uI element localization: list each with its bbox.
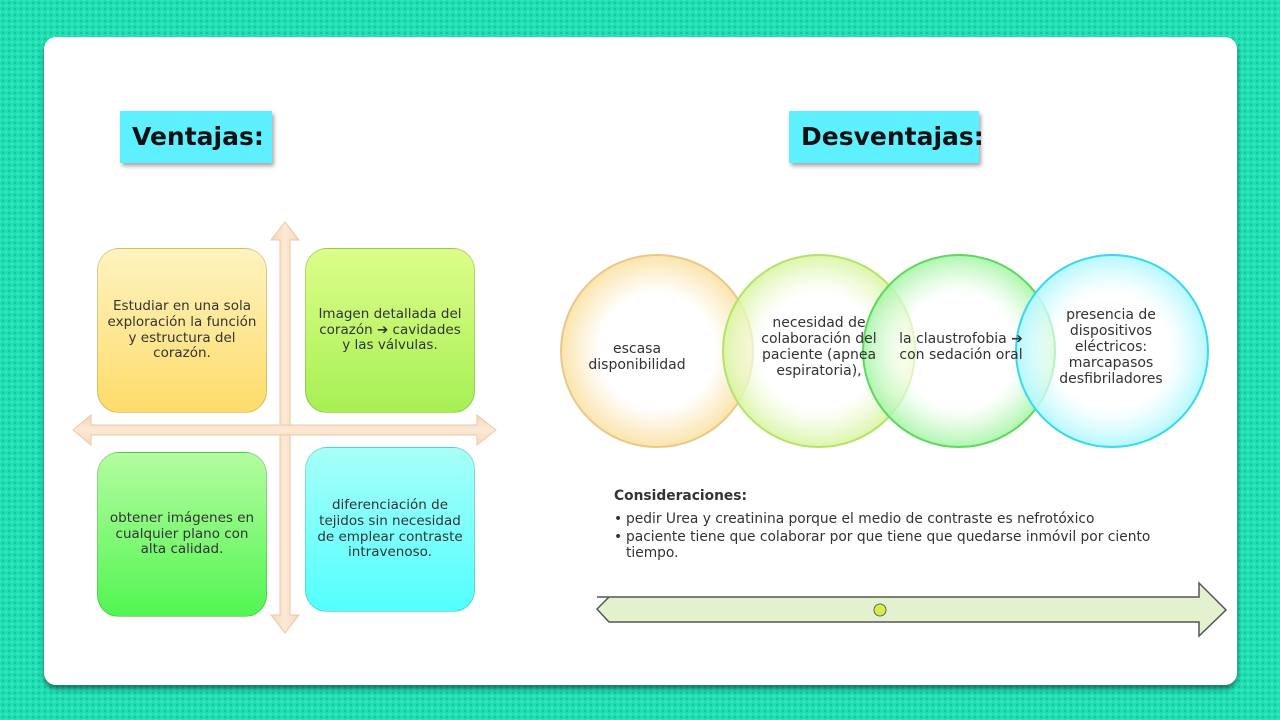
desventaja-2: necesidad de colaboración del paciente (apnea espiratoria), bbox=[761, 314, 877, 380]
ventaja-text-3: obtener imágenes en cualquier plano con alta calidad. bbox=[109, 510, 255, 558]
ventaja-text-1: Estudiar en una sola exploración la función y estructura del corazón. bbox=[107, 298, 257, 362]
consideraciones bbox=[614, 488, 1174, 563]
slide bbox=[44, 37, 1237, 685]
desventajas-title: Desventajas: bbox=[789, 111, 979, 163]
consideracion-item: • paciente tiene que colaborar por que tiene que quedarse inmóvil por ciento tiempo. bbox=[614, 529, 1174, 562]
desventaja-3: la claustrofobia ➔ con sedación oral bbox=[899, 330, 1023, 363]
ventajas-title: Ventajas: bbox=[120, 111, 272, 163]
desventaja-1: escasa disponibilidad bbox=[588, 340, 686, 373]
timeline-marker bbox=[874, 604, 886, 616]
consideraciones-list bbox=[614, 511, 1174, 562]
desventaja-4: presencia de dispositivos eléctricos: marcapasos desfibriladores bbox=[1059, 306, 1163, 388]
timeline-arrow bbox=[597, 583, 1226, 636]
consideraciones-title: Consideraciones: bbox=[614, 488, 748, 504]
ventaja-text-2: Imagen detallada del corazón ➔ cavidades y las válvulas. bbox=[318, 306, 462, 354]
ventaja-text-4: diferenciación de tejidos sin necesidad de emplear contraste intravenoso. bbox=[317, 497, 463, 561]
consideracion-item: • pedir Urea y creatinina porque el medio de contraste es nefrotóxico bbox=[614, 511, 1174, 528]
